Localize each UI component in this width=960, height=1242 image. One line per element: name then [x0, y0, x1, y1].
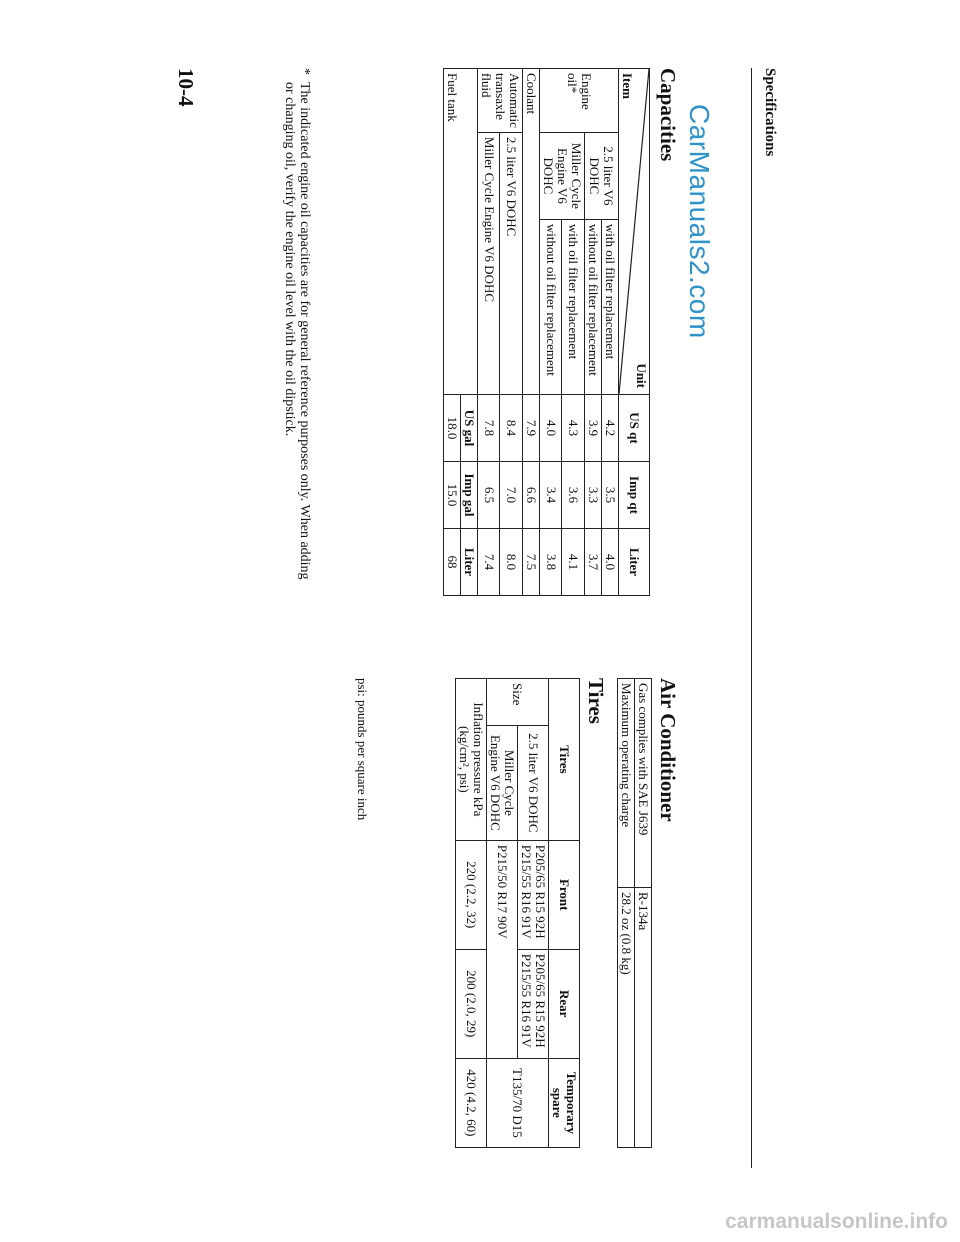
- ac-label-cell: Gas complies with SAE J639: [635, 679, 652, 888]
- size-label: Size: [487, 679, 549, 726]
- air-conditioner-table: [617, 678, 652, 1148]
- table-row: [500, 69, 523, 596]
- table-row: [635, 679, 652, 1148]
- liter-header: Liter: [461, 529, 478, 596]
- value-cell: 4.2: [602, 395, 619, 462]
- value-cell: 68: [444, 529, 461, 596]
- liter-header: Liter: [619, 529, 650, 596]
- air-conditioner-heading: Air Conditioner: [656, 678, 680, 822]
- value-cell: 3.9: [585, 395, 602, 462]
- front-header: Front: [549, 840, 580, 949]
- footnote-text: The indicated engine oil capacities are for general reference purposes only. When adding or changing oil, verify the engine oil level with the oil dipstick.: [282, 82, 312, 580]
- table-row: [549, 679, 580, 1148]
- value-cell: 7.5: [523, 529, 540, 596]
- value-cell: 8.4: [500, 395, 523, 462]
- tire-miller-label: Miller Cycle Engine V6 DOHC: [487, 726, 518, 841]
- unit-cell: without oil filter replacement: [540, 219, 563, 394]
- capacities-table: [443, 68, 650, 596]
- value-cell: 6.5: [478, 462, 501, 529]
- value-cell: 3.5: [602, 462, 619, 529]
- unit-cell: with oil filter replacement: [562, 219, 585, 394]
- value-cell: 7.8: [478, 395, 501, 462]
- tire-miller-size: P215/50 R17 90V: [487, 840, 518, 1058]
- unit-label: Unit: [634, 363, 649, 388]
- unit-item-header: [619, 69, 650, 395]
- psi-note: psi: pounds per square inch: [355, 678, 370, 821]
- engine-oil-footnote: [282, 68, 312, 588]
- table-row: [461, 69, 478, 596]
- value-cell: 15.0: [444, 462, 461, 529]
- us-gal-header: US gal: [461, 395, 478, 462]
- value-cell: 8.0: [500, 529, 523, 596]
- tires-heading: Tires: [584, 678, 608, 724]
- value-cell: 3.8: [540, 529, 563, 596]
- imp-gal-header: Imp gal: [461, 462, 478, 529]
- table-row: [523, 69, 540, 596]
- value-cell: 7.0: [500, 462, 523, 529]
- header-rule: [751, 68, 752, 1168]
- table-row: [478, 69, 501, 596]
- atf-label: Automatic transaxle fluid: [478, 69, 523, 133]
- watermark-carmanuals2: CarManuals2.com: [684, 104, 715, 339]
- unit-cell: without oil filter replacement: [585, 219, 602, 394]
- value-cell: 3.6: [562, 462, 585, 529]
- page-number: 10-4: [174, 68, 198, 107]
- table-row: [456, 679, 487, 1148]
- section-header: Specifications: [762, 68, 778, 157]
- value-cell: 4.1: [562, 529, 585, 596]
- fuel-tank-label: Fuel tank: [444, 69, 478, 395]
- unit-cell: Miller Cycle Engine V6 DOHC: [478, 132, 501, 394]
- tires-table: [455, 678, 580, 1148]
- table-row: [619, 69, 650, 596]
- capacities-heading: Capacities: [656, 68, 680, 162]
- unit-cell: with oil filter replacement: [602, 219, 619, 394]
- value-cell: 6.6: [523, 462, 540, 529]
- inflation-spare: 420 (4.2, 60): [456, 1058, 487, 1147]
- value-cell: 3.3: [585, 462, 602, 529]
- value-cell: 4.0: [602, 529, 619, 596]
- value-cell: 7.4: [478, 529, 501, 596]
- us-qt-header: US qt: [619, 395, 650, 462]
- ac-value-cell: 28.2 oz (0.8 kg): [618, 888, 635, 1148]
- value-cell: 18.0: [444, 395, 461, 462]
- value-cell: 3.7: [585, 529, 602, 596]
- value-cell: 3.4: [540, 462, 563, 529]
- footer-watermark: carmanualsonline.info: [725, 1210, 948, 1233]
- value-cell: 7.9: [523, 395, 540, 462]
- inflation-rear: 200 (2.0, 29): [456, 949, 487, 1058]
- tire-front-cell: P205/65 R15 92H P215/55 R16 91V: [518, 840, 549, 949]
- inflation-pressure-label: Inflation pressure kPa (kg/cm², psi): [456, 679, 487, 841]
- table-row: [618, 679, 635, 1148]
- table-row: [602, 69, 619, 596]
- footnote-marker: *: [297, 68, 312, 75]
- value-cell: 4.3: [562, 395, 585, 462]
- table-row: [518, 679, 549, 1148]
- engine-miller-label: Miller Cycle Engine V6 DOHC: [540, 132, 585, 219]
- tire-rear-cell: P205/65 R15 92H P215/55 R16 91V: [518, 949, 549, 1058]
- rear-header: Rear: [549, 949, 580, 1058]
- ac-label-cell: Maximum operating charge: [618, 679, 635, 888]
- tires-header: Tires: [549, 679, 580, 841]
- unit-cell: 2.5 liter V6 DOHC: [500, 132, 523, 394]
- tire-spare-size: T135/70 D15: [487, 1058, 549, 1147]
- tire-v6-label: 2.5 liter V6 DOHC: [518, 726, 549, 841]
- ac-value-cell: R-134a: [635, 888, 652, 1148]
- item-label: Item: [620, 73, 635, 99]
- engine-v6-label: 2.5 liter V6 DOHC: [585, 132, 619, 219]
- table-row: [562, 69, 585, 596]
- engine-oil-label: Engine oil*: [540, 69, 619, 133]
- value-cell: 4.0: [540, 395, 563, 462]
- inflation-front: 220 (2.2, 32): [456, 840, 487, 949]
- coolant-label: Coolant: [523, 69, 540, 395]
- imp-qt-header: Imp qt: [619, 462, 650, 529]
- temporary-spare-header: Temporary spare: [549, 1058, 580, 1147]
